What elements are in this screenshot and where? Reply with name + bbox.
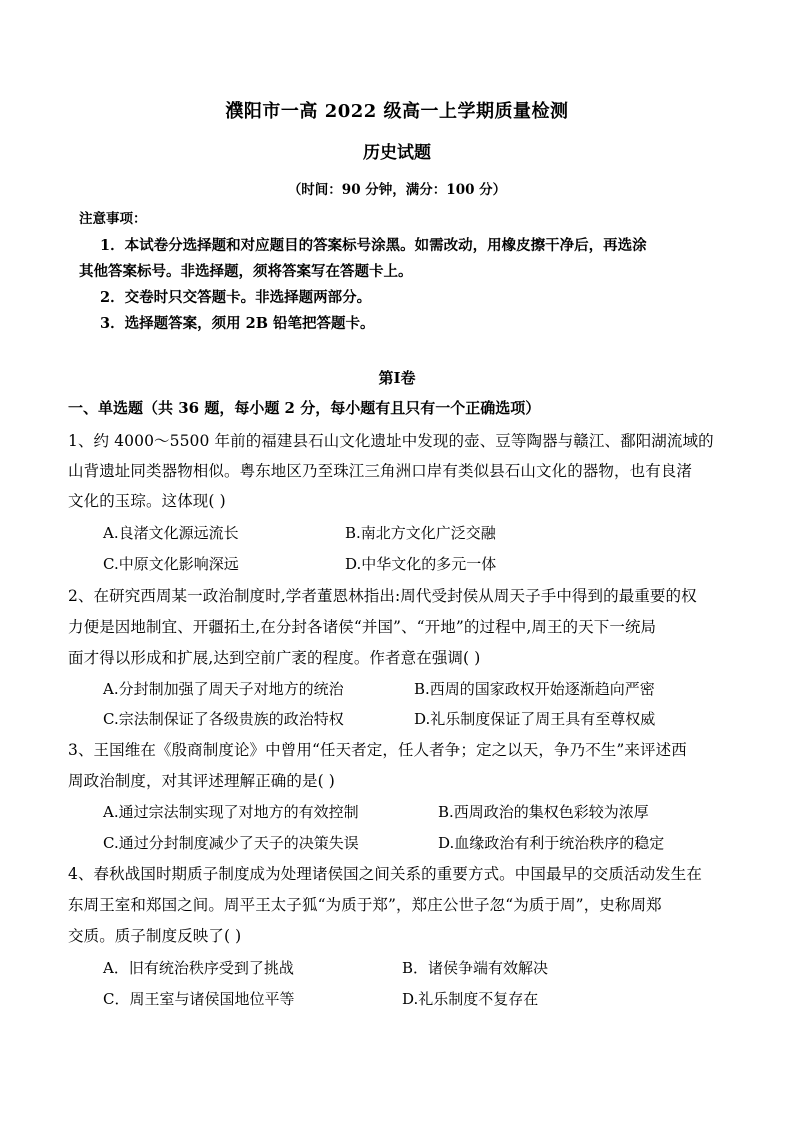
option-c: C．周王室与诸侯国地位平等	[103, 990, 295, 1008]
option-a: A.分封制加强了周天子对地方的统治	[103, 680, 344, 698]
notes-line: 2．交卷时只交答题卡。非选择题两部分。	[100, 289, 372, 306]
option-b: B.南北方文化广泛交融	[345, 524, 496, 542]
option-b: B．诸侯争端有效解决	[402, 959, 549, 977]
notes-heading: 注意事项：	[79, 211, 147, 227]
question-text: 力便是因地制宜、开疆拓土,在分封各诸侯“并国”、“开地”的过程中,周王的天下一统局	[68, 618, 657, 636]
option-a: A．旧有统治秩序受到了挑战	[103, 959, 294, 977]
question-text: 4、春秋战国时期质子制度成为处理诸侯国之间关系的重要方式。中国最早的交质活动发生在	[68, 865, 702, 883]
option-b: B.西周政治的集权色彩较为浓厚	[438, 803, 649, 821]
exam-meta: （时间：90 分钟，满分：100 分）	[287, 182, 507, 198]
notes-line: 1．本试卷分选择题和对应题目的答案标号涂黑。如需改动，用橡皮擦干净后，再选涂	[100, 237, 647, 254]
question-text: 文化的玉琮。这体现( )	[68, 492, 226, 510]
option-a: A.通过宗法制实现了对地方的有效控制	[103, 803, 359, 821]
question-text: 山背遗址同类器物相似。粤东地区乃至珠江三角洲口岸有类似县石山文化的器物，也有良渚	[68, 462, 693, 480]
question-text: 周政治制度，对其评述理解正确的是( )	[68, 772, 335, 790]
volume-heading: 第Ⅰ卷	[378, 369, 416, 387]
question-text: 3、王国维在《殷商制度论》中曾用“任天者定，任人者争；定之以天，争乃不生”来评述西	[68, 741, 687, 759]
option-c: C.中原文化影响深远	[103, 555, 239, 573]
question-text: 2、在研究西周某一政治制度时,学者董恩林指出:周代受封侯从周天子手中得到的最重要的权	[68, 587, 697, 605]
option-c: C.通过分封制度减少了天子的决策失误	[103, 834, 359, 852]
notes-line: 其他答案标号。非选择题，须将答案写在答题卡上。	[79, 263, 413, 280]
question-text: 面才得以形成和扩展,达到空前广袤的程度。作者意在强调( )	[68, 649, 481, 667]
option-d: D.礼乐制度不复存在	[402, 990, 539, 1008]
option-b: B.西周的国家政权开始逐渐趋向严密	[414, 680, 655, 698]
option-c: C.宗法制保证了各级贵族的政治特权	[103, 710, 344, 728]
option-d: D.中华文化的多元一体	[345, 555, 497, 573]
section-heading: 一、单选题（共 36 题，每小题 2 分，每小题有且只有一个正确选项）	[68, 399, 541, 417]
question-text: 交质。质子制度反映了( )	[68, 927, 242, 945]
question-text: 1、约 4000～5500 年前的福建县石山文化遗址中发现的壶、豆等陶器与赣江、鄱阳湖流域的	[68, 432, 714, 450]
question-text: 东周王室和郑国之间。周平王太子狐“为质于郑”，郑庄公世子忽“为质于周”，史称周郑	[68, 896, 662, 914]
option-d: D.血缘政治有利于统治秩序的稳定	[438, 834, 665, 852]
exam-title: 濮阳市一高 2022 级高一上学期质量检测	[225, 101, 569, 122]
option-a: A.良渚文化源远流长	[103, 524, 239, 542]
exam-subject: 历史试题	[363, 143, 431, 163]
option-d: D.礼乐制度保证了周王具有至尊权威	[414, 710, 656, 728]
notes-line: 3．选择题答案，须用 2B 铅笔把答题卡。	[100, 315, 375, 332]
